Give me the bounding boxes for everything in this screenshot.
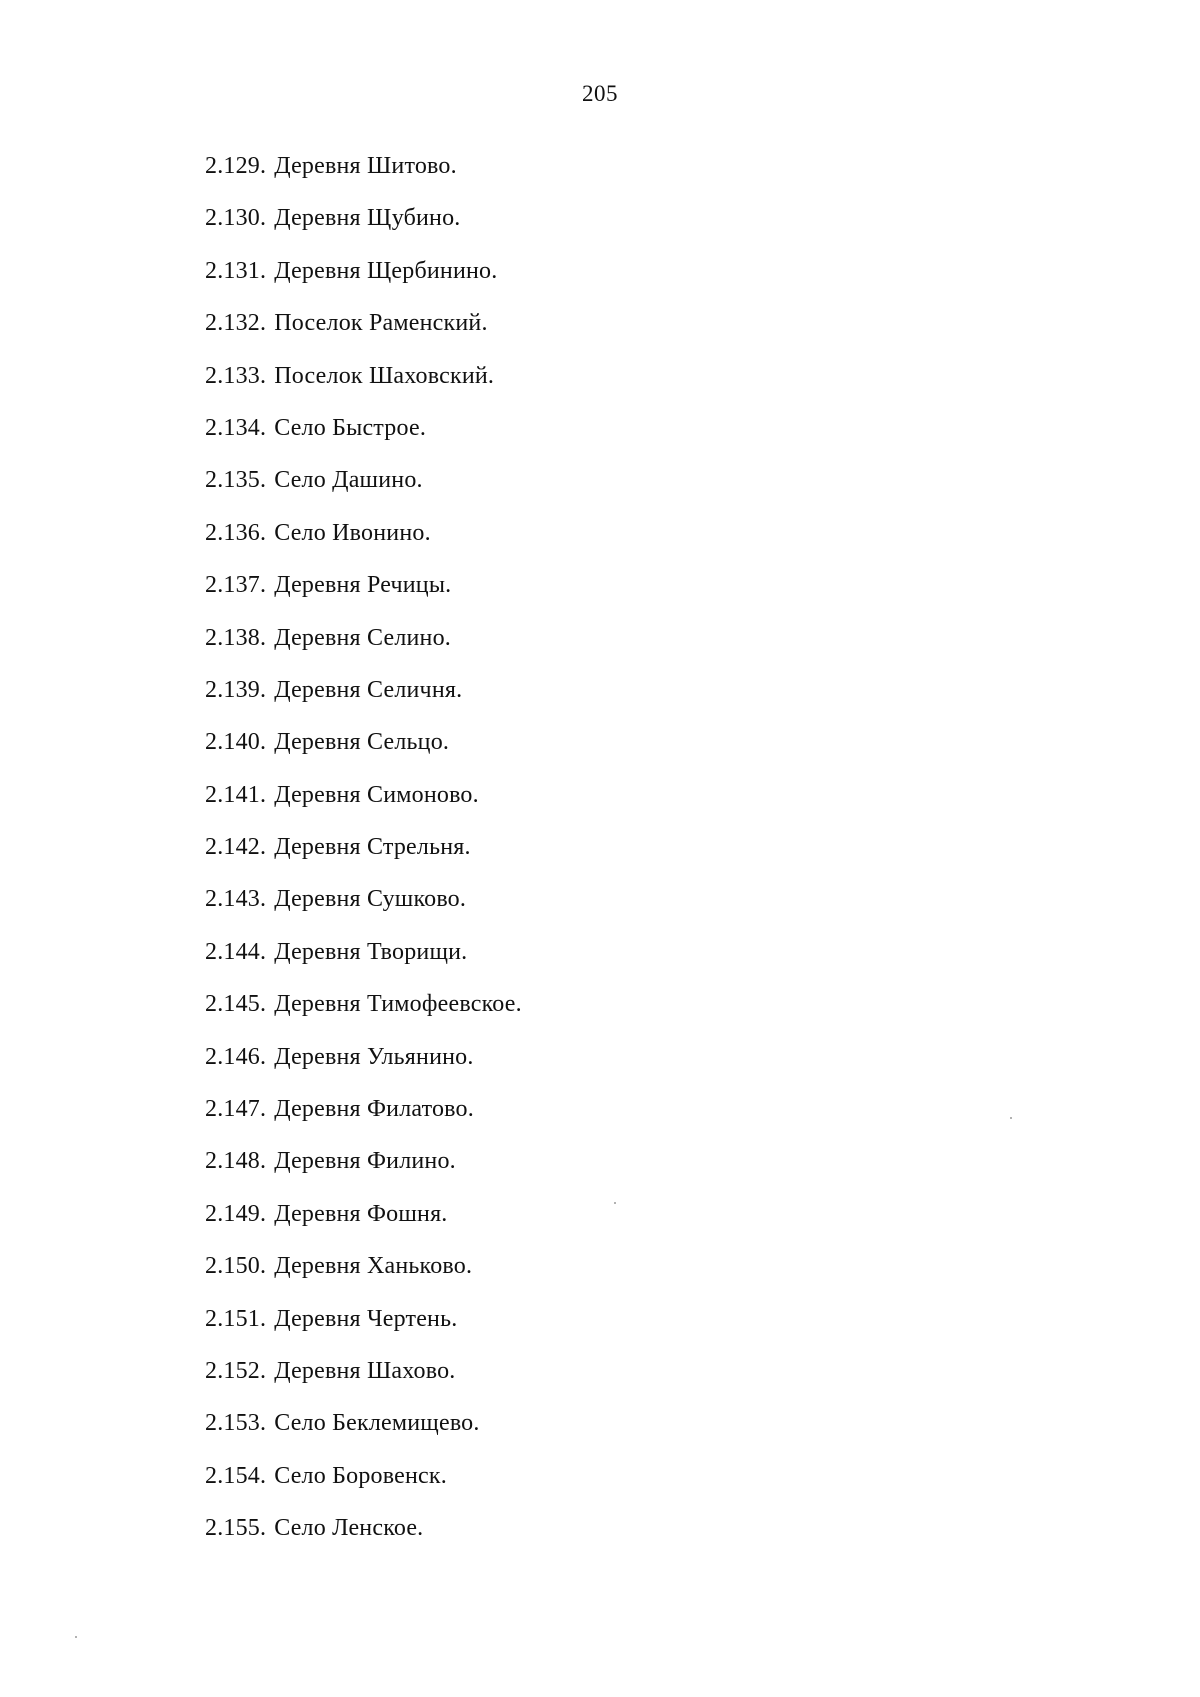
- item-text: Поселок Раменский.: [274, 310, 488, 337]
- item-number: 2.134.: [205, 414, 267, 441]
- item-number: 2.150.: [205, 1253, 267, 1280]
- item-text: Село Ивонино.: [274, 519, 431, 546]
- item-number: 2.149.: [205, 1200, 267, 1227]
- item-text: Деревня Селичня.: [274, 676, 463, 703]
- item-text: Деревня Тимофеевское.: [274, 991, 522, 1018]
- item-number: 2.146.: [205, 1043, 267, 1070]
- item-text: Деревня Сушково.: [274, 886, 467, 913]
- item-number: 2.147.: [205, 1096, 267, 1123]
- item-text: Село Дашино.: [274, 467, 423, 494]
- item-number: 2.137.: [205, 572, 267, 599]
- page-number: 205: [582, 81, 618, 106]
- item-number: 2.143.: [205, 886, 267, 913]
- list-item: [205, 1043, 522, 1095]
- item-text: Деревня Творищи.: [274, 938, 468, 965]
- list-item: [205, 676, 522, 728]
- list-item: [205, 990, 522, 1042]
- list-item: [205, 1305, 522, 1357]
- item-text: Деревня Симоново.: [274, 781, 479, 808]
- item-number: 2.154.: [205, 1462, 267, 1489]
- item-number: 2.139.: [205, 676, 267, 703]
- item-number: 2.132.: [205, 310, 267, 337]
- item-text: Деревня Филатово.: [274, 1096, 474, 1123]
- item-text: Деревня Щубино.: [274, 205, 461, 232]
- item-number: 2.130.: [205, 205, 267, 232]
- item-text: Деревня Шитово.: [274, 153, 457, 179]
- scan-speck: [614, 1202, 616, 1204]
- item-text: Деревня Селино.: [274, 624, 452, 651]
- list-item: [205, 1147, 522, 1199]
- item-number: 2.148.: [205, 1148, 267, 1175]
- item-number: 2.138.: [205, 624, 267, 651]
- list-item: [205, 414, 522, 466]
- item-number: 2.135.: [205, 467, 267, 494]
- list-item: [205, 257, 522, 309]
- list-item: [205, 1357, 522, 1409]
- item-text: Деревня Филино.: [274, 1148, 456, 1175]
- item-text: Деревня Ханьково.: [274, 1253, 473, 1280]
- scan-speck: [1010, 1117, 1012, 1119]
- item-number: 2.155.: [205, 1515, 267, 1542]
- item-text: Деревня Фошня.: [274, 1200, 448, 1227]
- list-item: [205, 362, 522, 414]
- list-item: [205, 466, 522, 518]
- item-number: 2.133.: [205, 362, 267, 389]
- list-item: [205, 571, 522, 623]
- item-text: Деревня Шахово.: [274, 1357, 456, 1384]
- item-number: 2.142.: [205, 834, 267, 861]
- list-item: [205, 309, 522, 361]
- list-item: [205, 938, 522, 990]
- item-number: 2.136.: [205, 519, 267, 546]
- list-item: [205, 781, 522, 833]
- list-item: [205, 1409, 522, 1461]
- list-item: [205, 204, 522, 256]
- item-number: 2.140.: [205, 729, 267, 756]
- item-text: Село Беклемищево.: [274, 1410, 480, 1437]
- item-text: Деревня Сельцо.: [274, 729, 450, 756]
- item-number: 2.131.: [205, 257, 267, 284]
- item-number: 2.141.: [205, 781, 267, 808]
- list-item: [205, 833, 522, 885]
- item-text: Поселок Шаховский.: [274, 362, 495, 389]
- list-item: [205, 1095, 522, 1147]
- item-number: 2.152.: [205, 1357, 267, 1384]
- list-item: [205, 1252, 522, 1304]
- item-text: Деревня Чертень.: [274, 1305, 458, 1332]
- list-item: [205, 519, 522, 571]
- list-item: [205, 152, 522, 204]
- list-item: [205, 624, 522, 676]
- item-text: Село Боровенск.: [274, 1462, 447, 1489]
- list-item: [205, 728, 522, 780]
- item-number: 2.153.: [205, 1410, 267, 1437]
- scan-speck: [75, 1636, 77, 1638]
- list-item: [205, 885, 522, 937]
- item-number: 2.145.: [205, 991, 267, 1018]
- item-number: 2.129.: [205, 153, 267, 179]
- item-text: Деревня Стрельня.: [274, 834, 471, 861]
- list-item: [205, 1462, 522, 1514]
- item-text: Деревня Речицы.: [274, 572, 452, 599]
- item-text: Село Ленское.: [274, 1515, 424, 1542]
- list-item: [205, 1514, 522, 1566]
- item-text: Деревня Ульянино.: [274, 1043, 474, 1070]
- item-number: 2.144.: [205, 938, 267, 965]
- item-number: 2.151.: [205, 1305, 267, 1332]
- list-item: [205, 1200, 522, 1252]
- settlement-list: [205, 152, 522, 1567]
- item-text: Деревня Щербинино.: [274, 257, 498, 284]
- item-text: Село Быстрое.: [274, 414, 427, 441]
